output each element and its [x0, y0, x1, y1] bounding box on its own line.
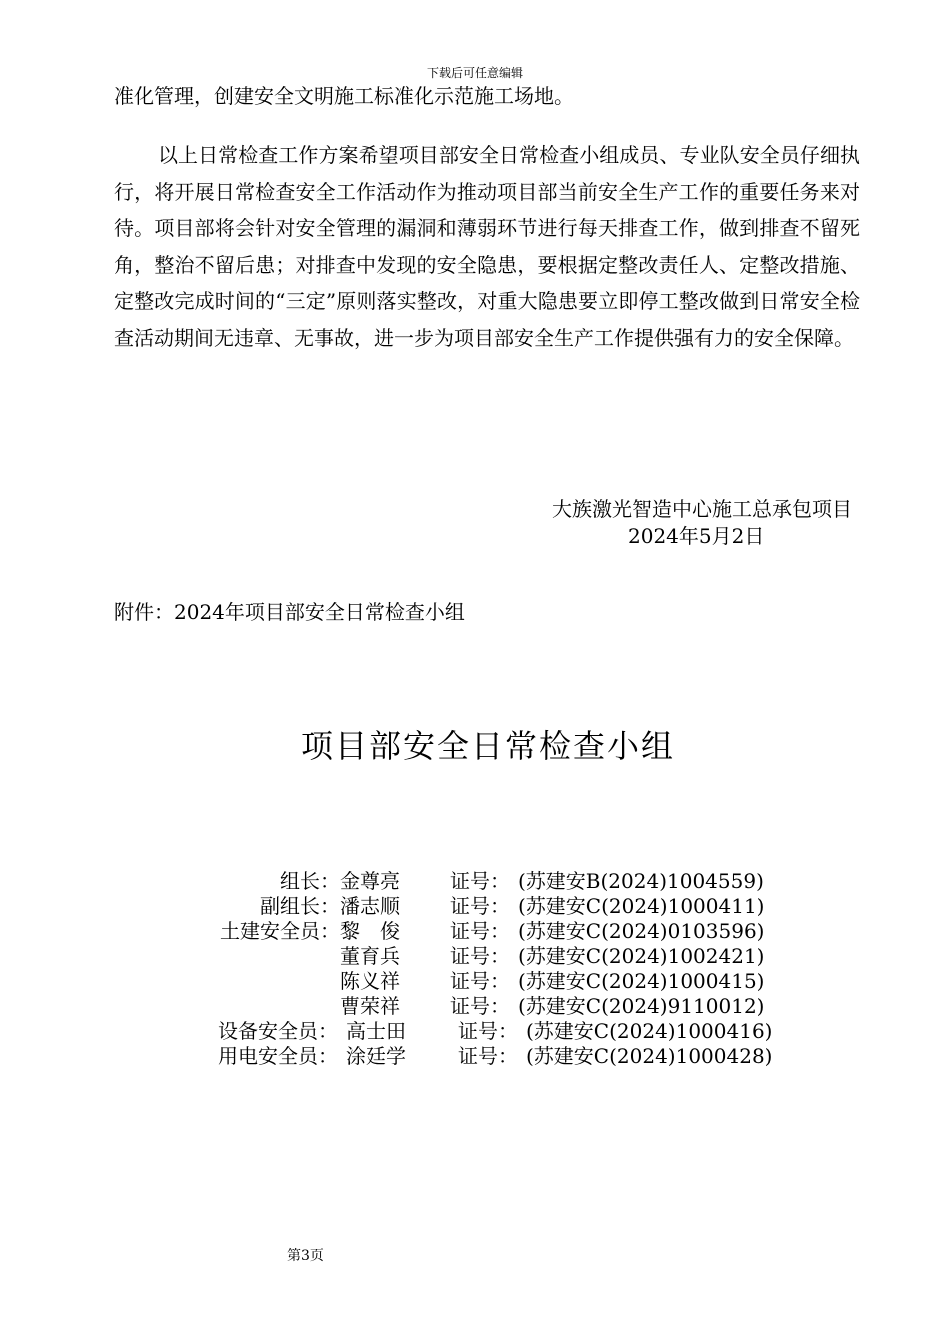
member-name: 金尊亮 [340, 869, 400, 893]
member-name: 曹荣祥 [340, 994, 400, 1018]
member-row-civil-safety [0, 969, 950, 994]
member-cert-label: 证号： [450, 994, 510, 1018]
member-cert-number: (苏建安B(2024)1004559) [518, 869, 764, 893]
member-cert-label: 证号： [458, 1044, 518, 1068]
header-note: 下载后可任意编辑 [426, 66, 523, 80]
page-number: 第3页 [287, 1248, 324, 1264]
member-cert-label: 证号： [450, 894, 510, 918]
member-name: 高士田 [346, 1019, 406, 1043]
member-name: 董育兵 [340, 944, 400, 968]
member-name: 黎 俊 [340, 919, 400, 943]
member-role: 用电安全员： [218, 1044, 338, 1068]
member-name: 陈义祥 [340, 969, 400, 993]
signature-organization: 大族激光智造中心施工总承包项目 [552, 497, 852, 521]
member-cert-label: 证号： [450, 919, 510, 943]
member-cert-label: 证号： [450, 869, 510, 893]
member-row-civil-safety [0, 944, 950, 969]
member-row-civil-safety [0, 994, 950, 1019]
member-cert-label: 证号： [450, 969, 510, 993]
member-cert-label: 证号： [458, 1019, 518, 1043]
member-row-electrical-safety [0, 1044, 950, 1069]
member-cert-number: (苏建安C(2024)1000416) [526, 1019, 773, 1043]
member-role: 土建安全员： [220, 919, 340, 943]
attachment-line: 附件：2024年项目部安全日常检查小组 [114, 600, 465, 624]
member-row-civil-safety [0, 919, 950, 944]
member-row-equipment-safety [0, 1019, 950, 1044]
member-list [0, 869, 950, 1069]
member-role: 设备安全员： [218, 1019, 338, 1043]
member-name: 涂廷学 [346, 1044, 406, 1068]
member-cert-number: (苏建安C(2024)0103596) [518, 919, 765, 943]
member-role: 组长： [280, 869, 340, 893]
paragraph-continuation: 准化管理，创建安全文明施工标准化示范施工场地。 [114, 84, 574, 108]
member-cert-number: (苏建安C(2024)1002421) [518, 944, 765, 968]
member-role: 副组长： [260, 894, 340, 918]
paragraph-body: 以上日常检查工作方案希望项目部安全日常检查小组成员、专业队安全员仔细执行，将开展日常检查安全工作活动作为推动项目部当前安全生产工作的重要任务来对待。项目部将会针对安全管理的漏洞和薄弱环节进行每天排查工作，做到排查不留死角，整治不留后患；对排查中发现的安全隐患，要根据定整改责任人、定整改措施、定整改完成时间的“三定”原则落实整改，对重大隐患要立即停工整改做到日常安全检查活动期间无违章、无事故，进一步为项目部安全生产工作提供强有力的安全保障。 [114, 143, 860, 350]
member-cert-number: (苏建安C(2024)9110012) [518, 994, 765, 1018]
signature-date: 2024年5月2日 [628, 524, 765, 548]
member-row-deputy [0, 894, 950, 919]
member-cert-number: (苏建安C(2024)1000411) [518, 894, 765, 918]
member-cert-number: (苏建安C(2024)1000415) [518, 969, 765, 993]
member-name: 潘志顺 [340, 894, 400, 918]
section-title: 项目部安全日常检查小组 [300, 727, 675, 765]
member-cert-number: (苏建安C(2024)1000428) [526, 1044, 773, 1068]
member-row-leader [0, 869, 950, 894]
member-cert-label: 证号： [450, 944, 510, 968]
